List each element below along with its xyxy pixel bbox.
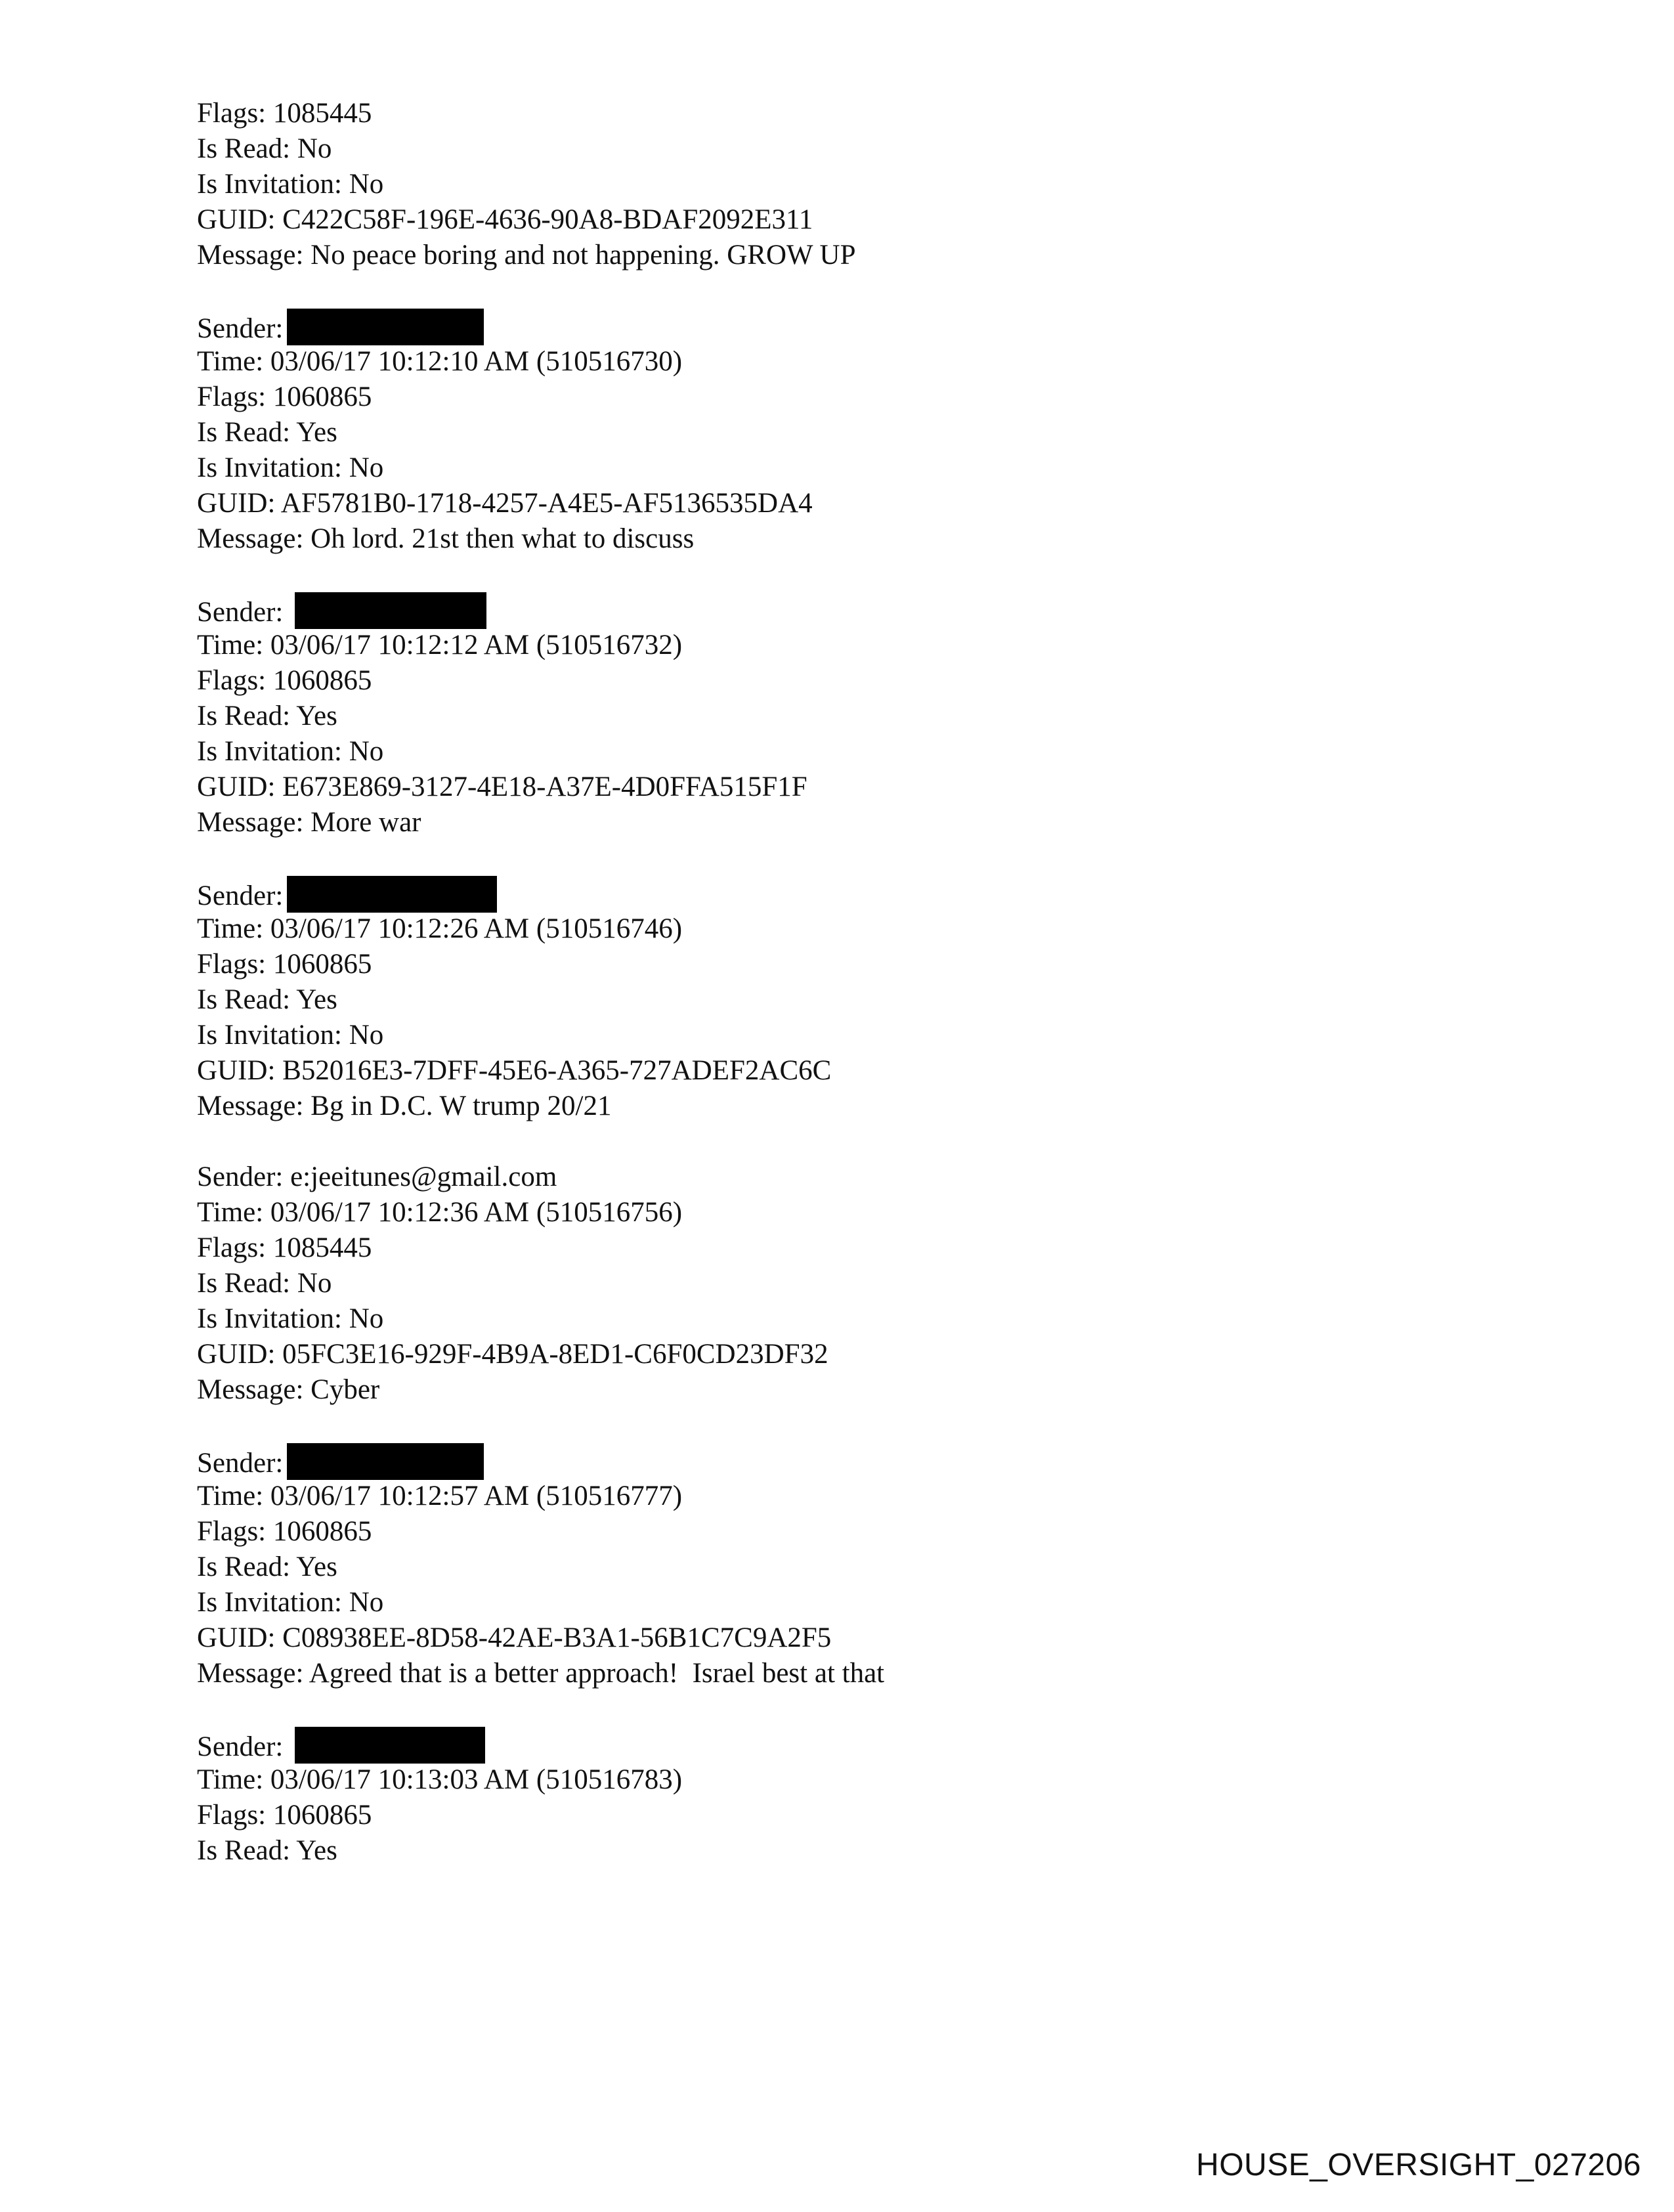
time-line: Time: 03/06/17 10:12:26 AM (510516746) [197,913,683,944]
time-line: Time: 03/06/17 10:12:36 AM (510516756) [197,1197,683,1228]
message-line: Message: No peace boring and not happening. GROW UP [197,240,856,271]
bates-number: HOUSE_OVERSIGHT_027206 [1196,2148,1641,2182]
is-invitation-line: Is Invitation: No [197,452,384,483]
sender-label: Sender: [197,1731,284,1762]
redaction-box [295,1727,485,1764]
message-entry [197,96,1444,273]
redaction-box [287,876,497,913]
guid-line: GUID: AF5781B0-1718-4257-A4E5-AF5136535DA4 [197,488,813,519]
is-invitation-line: Is Invitation: No [197,1587,384,1618]
guid-line: GUID: E673E869-3127-4E18-A37E-4D0FFA515F1F [197,771,807,802]
message-line: Message: Cyber [197,1374,380,1405]
message-line: Message: Agreed that is a better approach! Israel best at that [197,1658,885,1689]
message-entry [197,309,1444,557]
flags-line: Flags: 1060865 [197,1800,372,1831]
flags-line: Flags: 1060865 [197,665,372,696]
flags-line: Flags: 1060865 [197,949,372,980]
sender-label: Sender: [197,597,284,628]
is-invitation-line: Is Invitation: No [197,1020,384,1051]
redaction-box [287,1443,484,1480]
is-read-line: Is Read: Yes [197,984,337,1015]
sender-line [197,1443,1444,1479]
message-entry [197,592,1444,840]
guid-line: GUID: C08938EE-8D58-42AE-B3A1-56B1C7C9A2F5 [197,1622,832,1653]
message-entry [197,876,1444,1124]
flags-line: Flags: 1060865 [197,1516,372,1547]
time-line: Time: 03/06/17 10:12:12 AM (510516732) [197,630,683,661]
is-read-line: Is Read: No [197,133,332,164]
sender-label: Sender: [197,313,284,344]
redaction-box [295,592,486,629]
flags-line: Flags: 1060865 [197,381,372,412]
sender-line [197,592,1444,628]
is-invitation-line: Is Invitation: No [197,169,384,200]
sender-line: Sender: e:jeeitunes@gmail.com [197,1161,557,1192]
guid-line: GUID: C422C58F-196E-4636-90A8-BDAF2092E311 [197,204,813,235]
guid-line: GUID: B52016E3-7DFF-45E6-A365-727ADEF2AC6C [197,1055,832,1086]
sender-label: Sender: [197,1448,284,1479]
is-read-line: Is Read: Yes [197,1551,337,1582]
sender-line [197,876,1444,911]
sender-line [197,1727,1444,1762]
message-log [197,96,1444,1904]
flags-line: Flags: 1085445 [197,1232,372,1263]
time-line: Time: 03/06/17 10:13:03 AM (510516783) [197,1764,683,1795]
is-read-line: Is Read: Yes [197,701,337,731]
message-line: Message: Bg in D.C. W trump 20/21 [197,1091,612,1121]
message-line: Message: Oh lord. 21st then what to discuss [197,523,695,554]
message-entry [197,1727,1444,1869]
message-entry [197,1443,1444,1691]
message-entry [197,1160,1444,1408]
time-line: Time: 03/06/17 10:12:10 AM (510516730) [197,346,683,377]
is-read-line: Is Read: Yes [197,417,337,448]
is-read-line: Is Read: No [197,1268,332,1299]
redaction-box [287,309,484,345]
time-line: Time: 03/06/17 10:12:57 AM (510516777) [197,1481,683,1511]
guid-line: GUID: 05FC3E16-929F-4B9A-8ED1-C6F0CD23DF32 [197,1339,828,1370]
flags-line: Flags: 1085445 [197,98,372,129]
sender-label: Sender: [197,880,284,911]
is-invitation-line: Is Invitation: No [197,1303,384,1334]
message-line: Message: More war [197,807,421,838]
is-invitation-line: Is Invitation: No [197,736,384,767]
is-read-line: Is Read: Yes [197,1835,337,1866]
sender-line [197,309,1444,344]
